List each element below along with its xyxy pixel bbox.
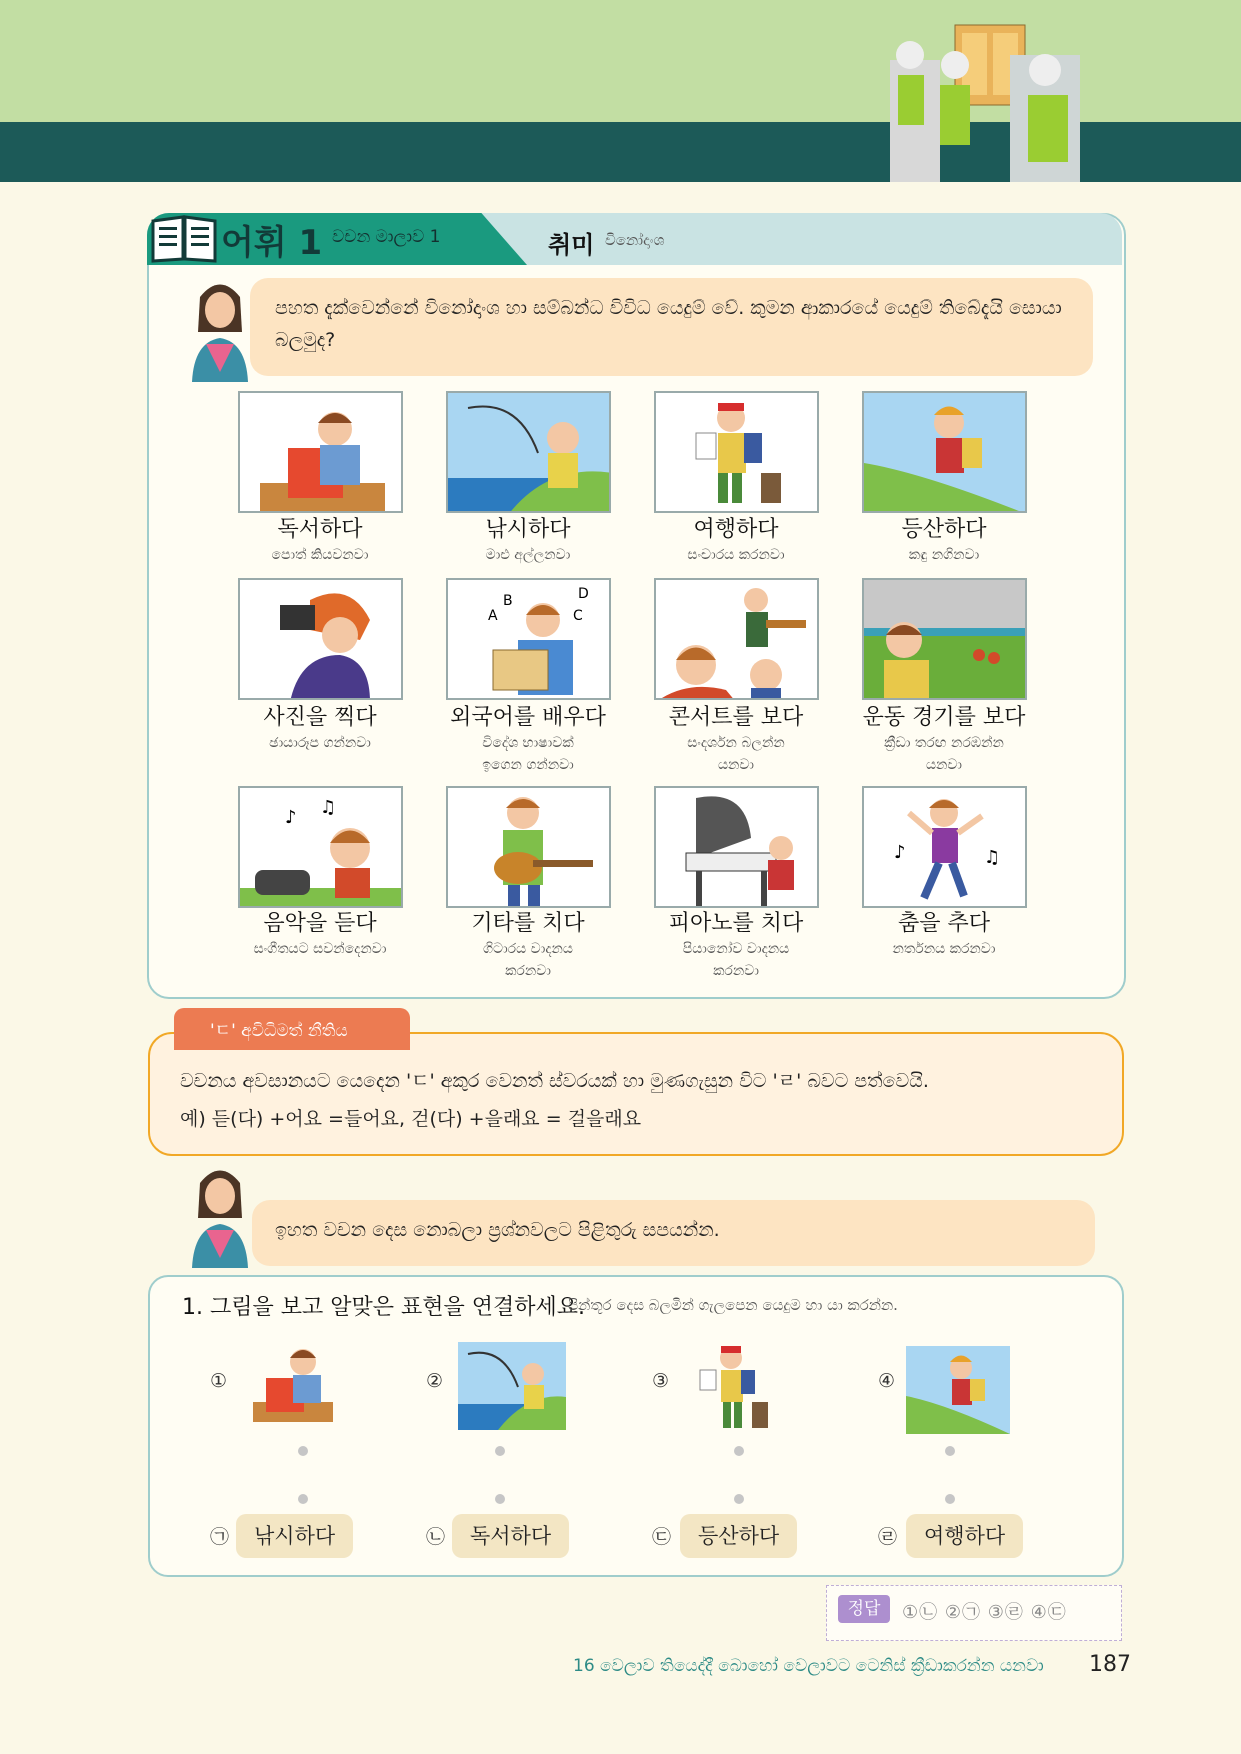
connect-dot-top[interactable] — [734, 1446, 744, 1456]
vocab-term: 춤을 추다 — [897, 911, 990, 936]
vocab-translation: පියානෝව වාදනය — [682, 941, 790, 957]
lesson-title-sinhala: වචන මාලාව 1 — [332, 227, 441, 247]
vocab-image-music — [238, 786, 403, 908]
connect-dot-top[interactable] — [298, 1446, 308, 1456]
grammar-rule-text: වචනය අවසානයට යෙදෙන 'ㄷ' අකුර වෙනත් ස්වරයක් හා මුණගැසුන විට 'ㄹ' බවට පත්වෙයි. — [180, 1070, 929, 1092]
answer-text: ①㉡ ②㉠ ③㉣ ④㉢ — [902, 1602, 1067, 1623]
exercise-image-hiking — [906, 1346, 1010, 1434]
item-number: ② — [426, 1370, 444, 1392]
footer-lesson-title: 16 වෙලාව තියෙද්දී බොහෝ වෙලාවට ටෙනිස් ක්‍රීඩාකරන්න යනවා — [573, 1656, 1044, 1676]
option-pill[interactable]: 등산하다 — [680, 1514, 797, 1558]
vocab-translation: නර්තනය කරනවා — [892, 941, 996, 957]
vocab-term: 낚시하다 — [485, 517, 571, 542]
connect-dot-bottom[interactable] — [945, 1494, 955, 1504]
page-number: 187 — [1089, 1652, 1131, 1677]
svg-text:♪: ♪ — [285, 807, 297, 828]
topic-title-sinhala: විනෝදාංශ — [605, 231, 665, 249]
option-pill[interactable]: 여행하다 — [906, 1514, 1023, 1558]
svg-text:♪: ♪ — [894, 842, 906, 863]
option-letter: ㉢ — [652, 1526, 672, 1548]
vocab-translation-line2: කරනවා — [713, 963, 759, 979]
vocab-translation-line2: යනවා — [925, 757, 963, 773]
vocab-term: 운동 경기를 보다 — [862, 705, 1026, 730]
svg-text:B: B — [503, 593, 513, 609]
svg-text:A: A — [488, 608, 498, 624]
vocab-image-guitar — [446, 786, 611, 908]
vocab-translation: කඳු නගිනවා — [908, 547, 980, 563]
instruction-text: ඉහත වචන දෙස නොබලා ප්‍රශ්නවලට පිළිතුරු සපයන්න. — [275, 1219, 720, 1241]
vocab-translation: සංදර්ශන බලන්න — [687, 735, 785, 751]
vocab-translation: පොත් කියවනවා — [271, 547, 369, 563]
lesson-title: 어휘 1 — [221, 223, 323, 263]
teacher-avatar — [180, 1158, 260, 1268]
vocab-image-reading — [238, 391, 403, 513]
vocab-term: 사진을 찍다 — [263, 705, 377, 730]
item-number: ④ — [878, 1370, 896, 1392]
vocab-term: 음악을 듣다 — [263, 911, 377, 936]
vocab-translation: ඡායාරූප ගන්නවා — [269, 735, 371, 751]
vocab-image-photo — [238, 578, 403, 700]
vocab-translation: මාළු අල්ලනවා — [485, 547, 571, 563]
vocab-translation: සංචාරය කරනවා — [687, 547, 785, 563]
exercise-image-travel — [686, 1340, 778, 1435]
vocab-translation: විදේශ භාෂාවක් — [482, 735, 574, 751]
vocab-image-dance — [862, 786, 1027, 908]
answer-label: 정답 — [838, 1595, 890, 1623]
vocab-image-piano — [654, 786, 819, 908]
grammar-rule-title: 'ㄷ' අවිධිමත් නීතිය — [210, 1021, 348, 1041]
vocab-translation: ක්‍රීඩා තරඟ නරඹන්න — [884, 735, 1004, 751]
vocab-image-fishing — [446, 391, 611, 513]
vocab-image-hiking — [862, 391, 1027, 513]
vocab-term: 기타를 치다 — [471, 911, 585, 936]
vocab-translation-line2: යනවා — [717, 757, 755, 773]
vocab-term: 등산하다 — [901, 517, 987, 542]
workers-illustration — [880, 15, 1080, 182]
item-number: ③ — [652, 1370, 670, 1392]
connect-dot-bottom[interactable] — [734, 1494, 744, 1504]
vocab-term: 피아노를 치다 — [668, 911, 804, 936]
topic-title: 취미 — [548, 231, 595, 259]
option-letter: ㉡ — [426, 1526, 446, 1548]
vocab-term: 여행하다 — [693, 517, 779, 542]
vocab-image-language — [446, 578, 611, 700]
vocab-term: 독서하다 — [277, 517, 363, 542]
grammar-rule-box — [148, 1032, 1124, 1156]
vocab-image-sports-game — [862, 578, 1027, 700]
connect-dot-top[interactable] — [945, 1446, 955, 1456]
option-pill[interactable]: 독서하다 — [452, 1514, 569, 1558]
option-pill[interactable]: 낚시하다 — [236, 1514, 353, 1558]
connect-dot-top[interactable] — [495, 1446, 505, 1456]
svg-text:♫: ♫ — [984, 847, 1001, 868]
connect-dot-bottom[interactable] — [495, 1494, 505, 1504]
vocab-translation-line2: කරනවා — [505, 963, 551, 979]
exercise-image-reading — [248, 1340, 338, 1425]
option-letter: ㉠ — [210, 1526, 230, 1548]
vocab-image-concert — [654, 578, 819, 700]
open-book-icon — [149, 213, 219, 263]
svg-text:♫: ♫ — [320, 797, 337, 818]
grammar-rule-example: 예) 듣(다) +어요 =들어요, 걷(다) +을래요 = 걸을래요 — [180, 1108, 642, 1130]
exercise-title-sinhala: පින්තූර දෙස බලමින් ගැලපෙන යෙදුම හා යා කරන්න. — [568, 1296, 898, 1314]
vocab-term: 외국어를 배우다 — [450, 705, 606, 730]
svg-text:C: C — [573, 608, 583, 624]
vocab-translation: සංගීතයට සවන්දෙනවා — [253, 941, 387, 957]
connect-dot-bottom[interactable] — [298, 1494, 308, 1504]
option-letter: ㉣ — [878, 1526, 898, 1548]
vocab-translation: ගිටාරය වාදනය — [483, 941, 573, 957]
item-number: ① — [210, 1370, 228, 1392]
vocab-term: 콘서트를 보다 — [668, 705, 804, 730]
vocab-translation-line2: ඉගෙන ගන්නවා — [482, 757, 574, 773]
teacher-avatar — [180, 272, 260, 382]
svg-text:D: D — [578, 586, 589, 602]
vocab-image-travel — [654, 391, 819, 513]
intro-text: පහත දැක්වෙන්නේ විනෝදාංශ හා සම්බන්ධ විවිධ යෙදුම් වේ. කුමන ආකාරයේ යෙදුම් තිබේදැයි සොයා බලමුද? — [275, 297, 1062, 351]
exercise-image-fishing — [458, 1342, 566, 1430]
exercise-title: 1. 그림을 보고 알맞은 표현을 연결하세요. — [182, 1295, 585, 1320]
